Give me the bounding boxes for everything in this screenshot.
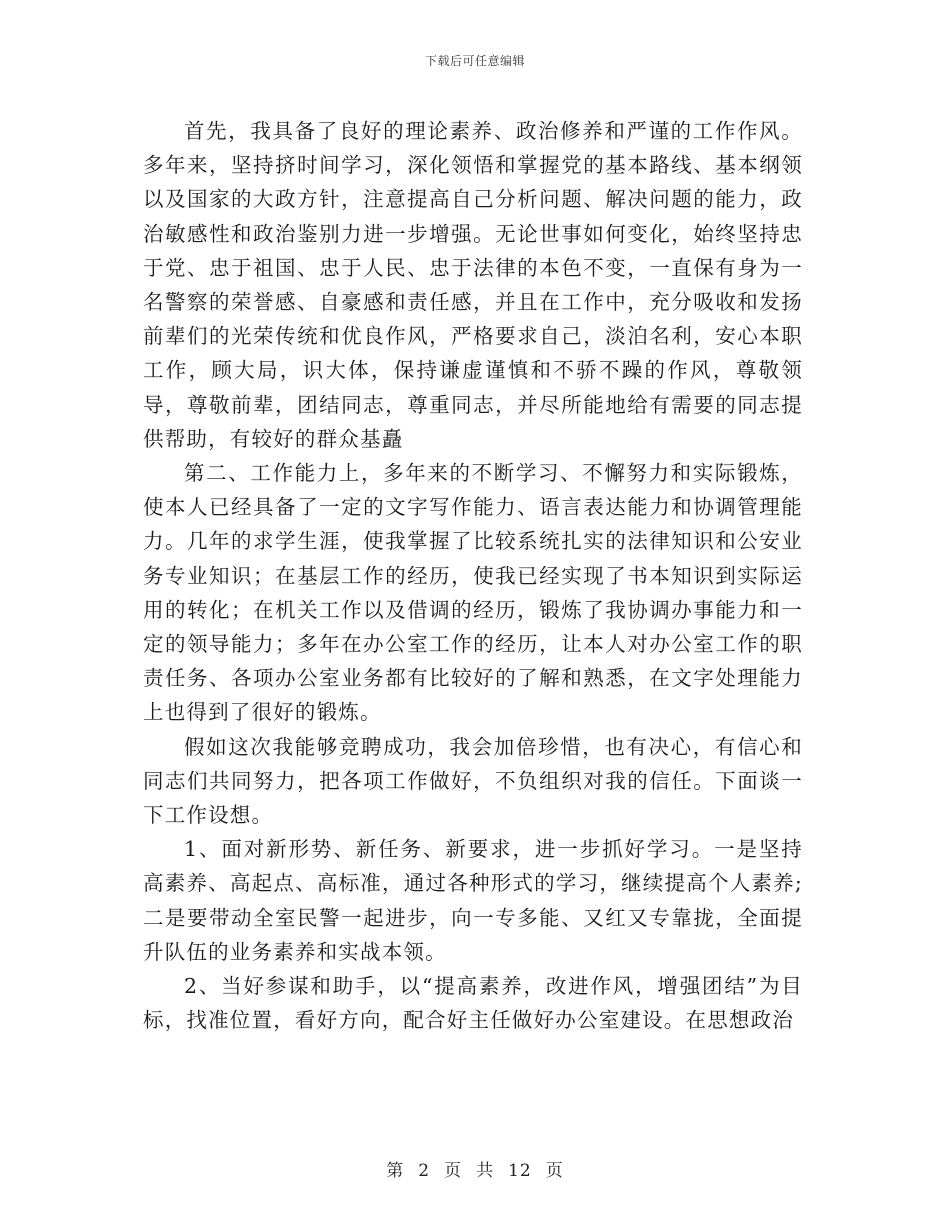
footer-label-ye: 页: [444, 1161, 463, 1181]
paragraph-5: 2、当好参谋和助手，以“提高素养，改进作风，增强团结”为目标，找准位置，看好方向，配合好主任做好办公室建设。在思想政治: [143, 974, 803, 1033]
paragraph-4: 1、面对新形势、新任务、新要求，进一步抓好学习。一是坚持高素养、高起点、高标准，通过各种形式的学习，继续提高个人素养;二是要带动全室民警一起进步，向一专多能、又红又专靠拢，全面提升队伍的业务素养和实战本领。: [143, 837, 803, 964]
total-pages-number: 12: [508, 1161, 532, 1181]
page-footer: [0, 1156, 950, 1181]
paragraph-3: 假如这次我能够竞聘成功，我会加倍珍惜，也有决心，有信心和同志们共同努力，把各项工作做好，不负组织对我的信任。下面谈一下工作设想。: [143, 734, 803, 828]
paragraph-1: 首先，我具备了良好的理论素养、政治修养和严谨的工作作风。多年来，坚持挤时间学习，深化领悟和掌握党的基本路线、基本纲领以及国家的大政方针，注意提高自己分析问题、解决问题的能力，政治敏感性和政治鉴别力进一步增强。无论世事如何变化，始终坚持忠于党、忠于祖国、忠于人民、忠于法律的本色不变，一直保有身为一名警察的荣誉感、自豪感和责任感，并且在工作中，充分吸收和发扬前辈们的光荣传统和优良作风，严格要求自己，淡泊名利，安心本职工作，顾大局，识大体，保持谦虚谨慎和不骄不躁的作风，尊敬领导，尊敬前辈，团结同志，尊重同志，并尽所能地给有需要的同志提供帮助，有较好的群众基矗: [143, 119, 803, 451]
footer-label-di: 第: [386, 1161, 405, 1181]
current-page-number: 2: [418, 1161, 431, 1181]
paragraph-2: 第二、工作能力上，多年来的不断学习、不懈努力和实际锻炼，使本人已经具备了一定的文字写作能力、语言表达能力和协调管理能力。几年的求学生涯，使我掌握了比较系统扎实的法律知识和公安业务专业知识；在基层工作的经历，使我已经实现了书本知识到实际运用的转化；在机关工作以及借调的经历，锻炼了我协调办事能力和一定的领导能力；多年在办公室工作的经历，让本人对办公室工作的职责任务、各项办公室业务都有比较好的了解和熟悉，在文字处理能力上也得到了很好的锻炼。: [143, 461, 803, 725]
page-header: 下载后可任意编辑: [424, 54, 525, 68]
footer-label-gong: 共: [476, 1161, 495, 1181]
footer-label-ye-2: 页: [545, 1161, 564, 1181]
document-body: [143, 114, 803, 1037]
